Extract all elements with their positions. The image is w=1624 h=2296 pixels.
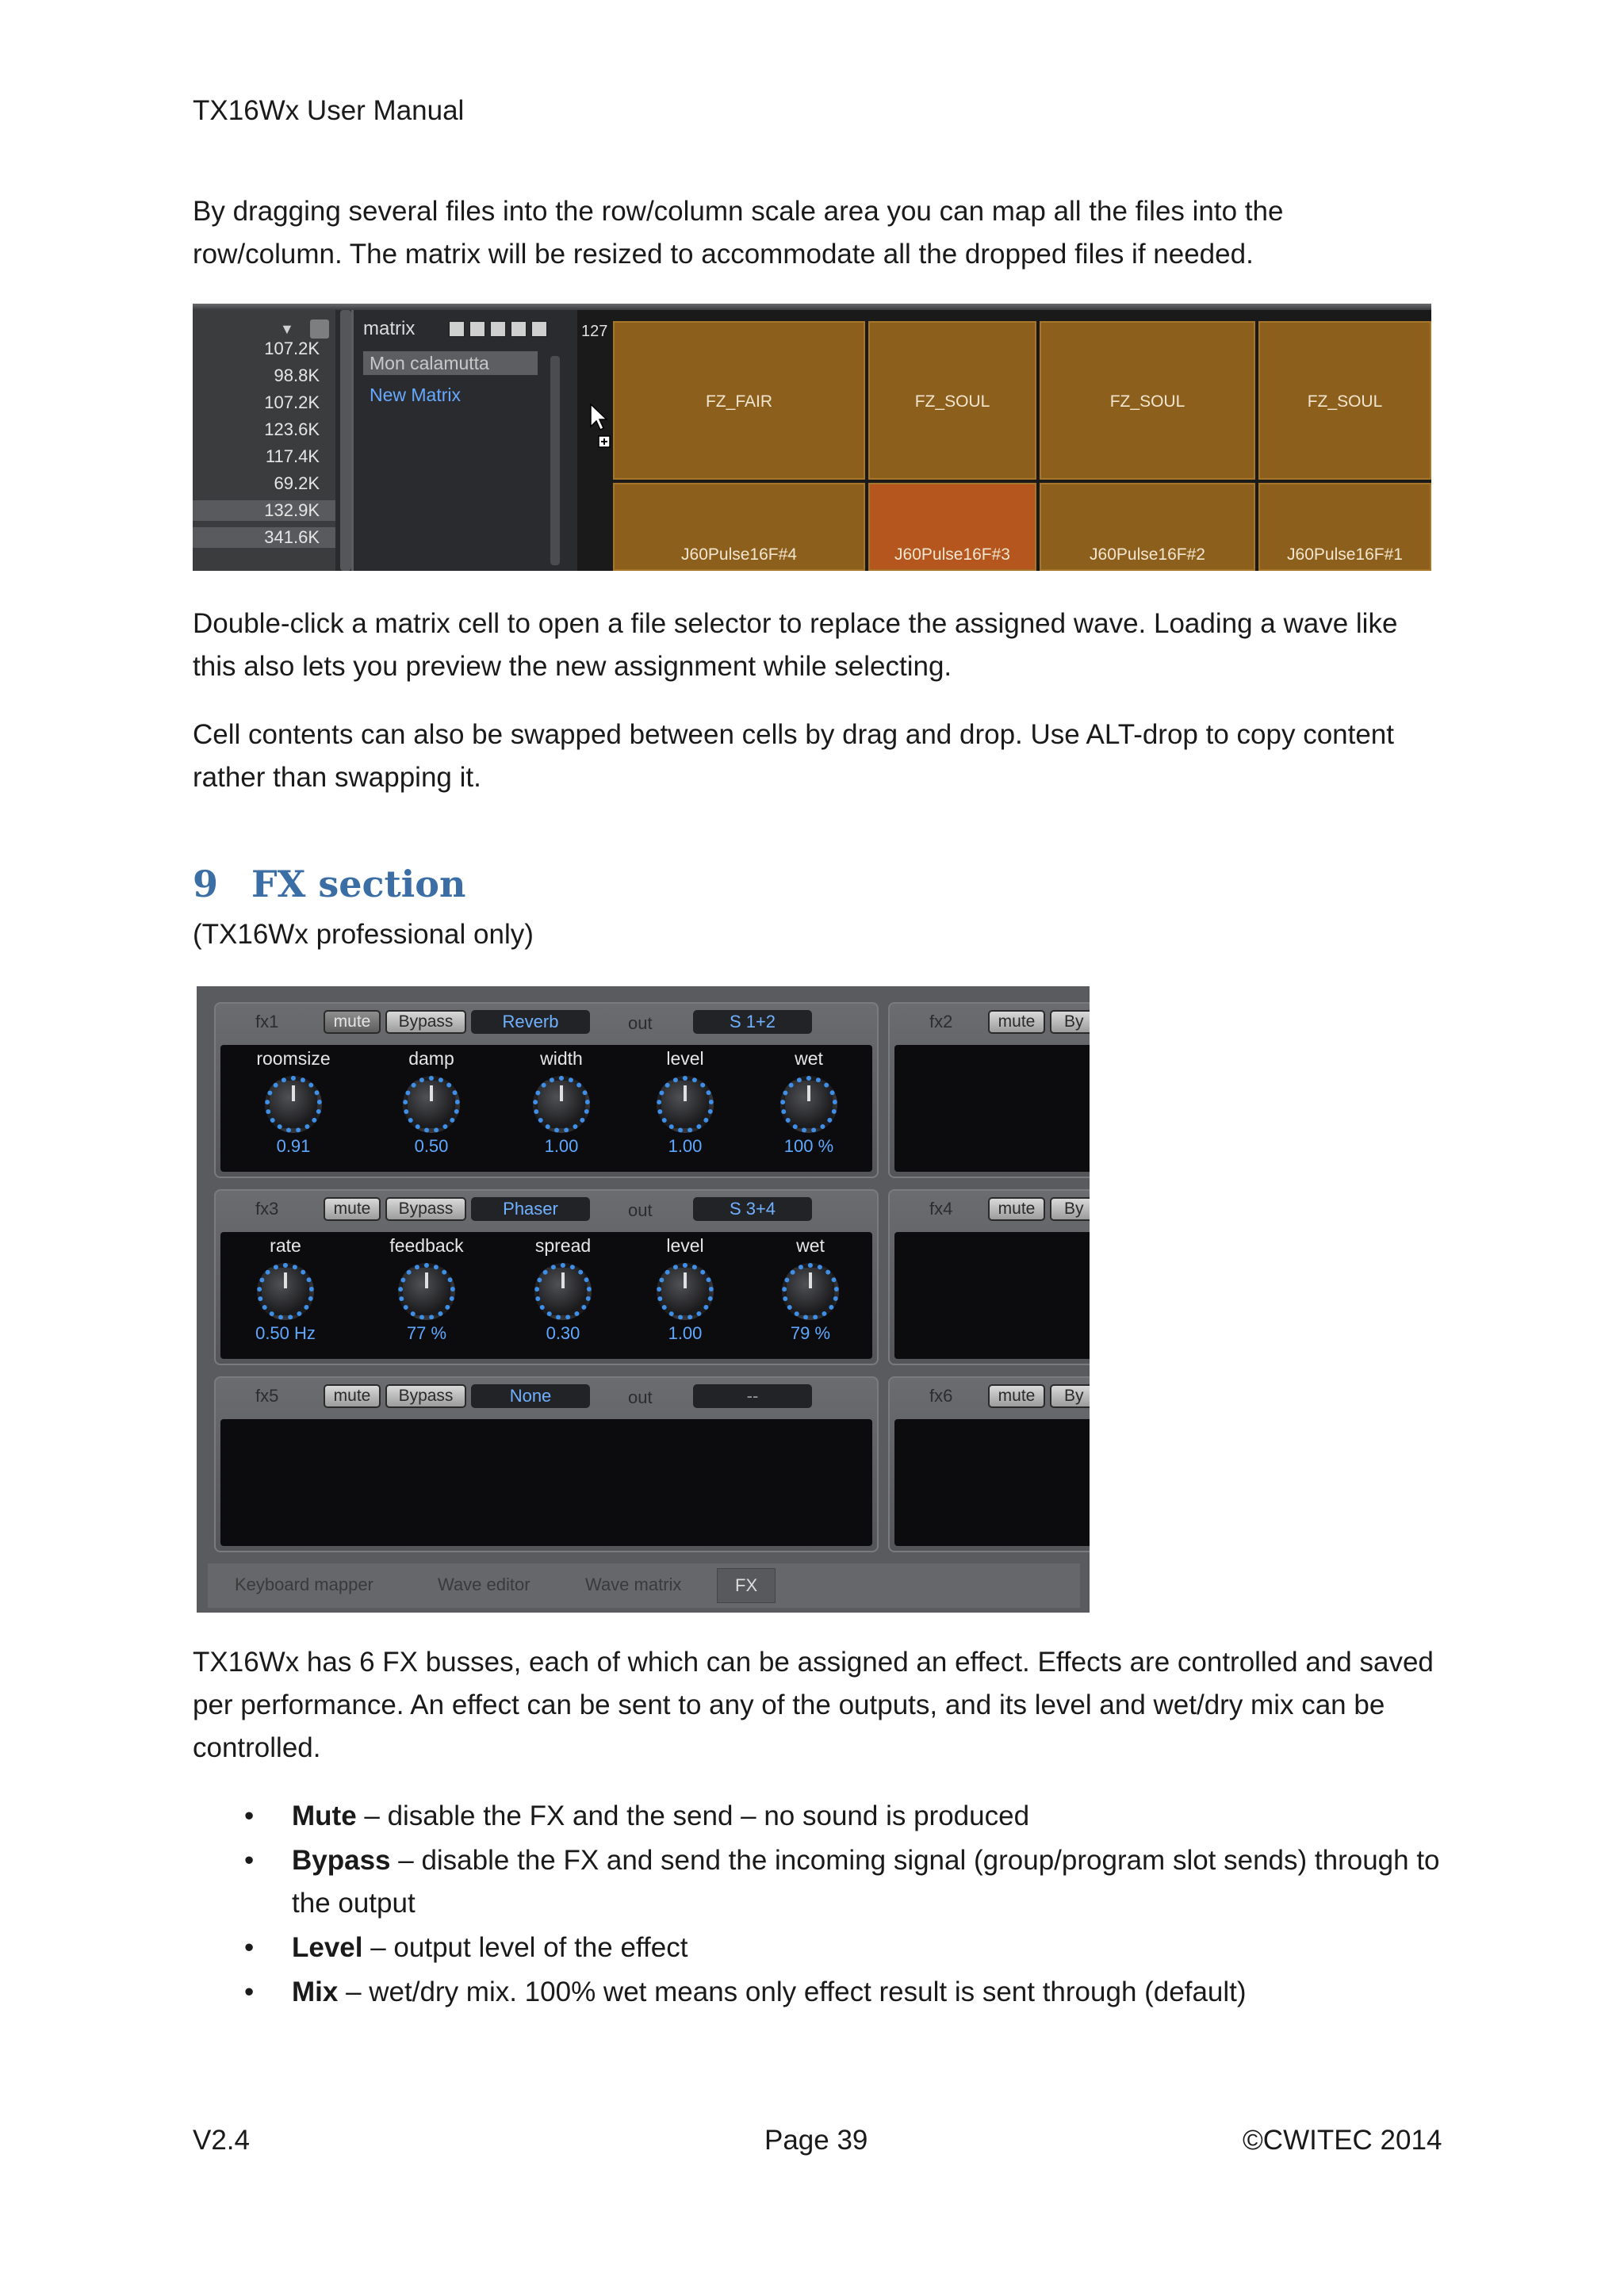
bullet-term: Mute [292,1800,357,1831]
bullet-icon: • [244,1845,255,1876]
knob-value: 1.00 [544,1136,579,1156]
matrix-panel-title: matrix [363,318,416,339]
scrollbar[interactable] [340,310,351,571]
knob-dial-icon[interactable] [398,1263,455,1320]
bullet-text: – wet/dry mix. 100% wet means only effect result is sent through (default) [338,1976,1247,2007]
fx1-knob-width[interactable] [514,1048,609,1157]
section-subtitle: (TX16Wx professional only) [193,919,534,950]
knob-dial-icon[interactable] [533,1076,590,1133]
list-item [193,1927,1446,1969]
bullet-icon: • [244,1976,255,2007]
list-item: 132.9K [193,500,335,521]
list-item [193,1839,1446,1925]
fx3-effect-select[interactable]: Phaser [471,1197,590,1221]
fx5-effect-select[interactable]: None [471,1384,590,1408]
list-item: 98.8K [274,365,320,385]
knob-value: 100 % [783,1136,834,1156]
matrix-list-panel [351,310,573,571]
fx2-mute-button[interactable]: mute [988,1010,1045,1034]
section-title: FX section [251,863,466,905]
fx4-label: fx4 [929,1199,953,1219]
list-item: 123.6K [264,419,320,439]
dropdown-arrow-icon[interactable]: ▼ [280,321,294,337]
drag-cursor-icon [589,403,613,450]
tab-wave-matrix[interactable]: Wave matrix [585,1575,682,1594]
list-item: 107.2K [264,392,320,412]
save-icon[interactable] [490,321,506,337]
footer-page-number: Page 39 [764,2125,868,2156]
tab-bar [208,1563,1080,1608]
fx1-knob-roomsize[interactable] [246,1048,341,1157]
knob-label: feedback [389,1235,464,1256]
fx4-body [894,1232,1090,1359]
paragraph-drag-files: By dragging several files into the row/column scale area you can map all the files into the row/column. The matrix will be resized to accommodate all the dropped files if needed. [193,196,1284,270]
fx3-knob-feedback[interactable] [379,1235,474,1344]
fx6-label: fx6 [929,1386,953,1406]
fx4-mute-button[interactable]: mute [988,1197,1045,1221]
fx1-out-label: out [628,1013,653,1033]
fx1-panel [214,1002,879,1178]
list-item [193,1795,1446,1838]
fx3-body [220,1232,872,1359]
knob-label: wet [796,1235,825,1256]
fx5-label: fx5 [255,1386,279,1406]
folder-icon[interactable] [469,321,485,337]
bullet-icon: • [244,1932,255,1963]
footer-version: V2.4 [193,2125,250,2156]
matrix-cell[interactable]: J60Pulse16F#1 [1258,483,1431,571]
knob-dial-icon[interactable] [403,1076,460,1133]
list-item [193,1971,1446,2014]
fx5-bypass-button[interactable]: Bypass [385,1384,466,1408]
page-header: TX16Wx User Manual [193,95,465,126]
knob-dial-icon[interactable] [265,1076,322,1133]
bullet-text: – disable the FX and send the incoming signal (group/program slot sends) through to the output [292,1845,1440,1919]
fx2-panel [888,1002,1090,1178]
fx6-body [894,1419,1090,1546]
fx5-out-label: out [628,1387,653,1407]
list-item: 117.4K [265,446,320,466]
fx3-knob-spread[interactable] [515,1235,611,1344]
knob-value: 0.91 [276,1136,311,1156]
knob-label: width [540,1048,583,1069]
knob-label: wet [795,1048,823,1069]
screenshot-top-bar [193,304,1431,310]
bullet-term: Mix [292,1976,339,2007]
knob-dial-icon[interactable] [657,1076,714,1133]
fx5-header [216,1378,877,1414]
matrix-cell[interactable]: J60Pulse16F#3 [868,483,1036,571]
list-item: 69.2K [274,473,320,493]
bullet-text: – output level of the effect [362,1932,688,1963]
fx5-body [220,1419,872,1546]
fx2-bypass-button[interactable]: By [1050,1010,1090,1034]
fx3-knob-level[interactable] [638,1235,733,1344]
fx5-output-select[interactable]: -- [693,1384,812,1408]
bullet-icon: • [244,1800,255,1831]
feature-list [193,1795,1446,2015]
fx2-label: fx2 [929,1012,953,1031]
close-icon[interactable] [511,321,527,337]
knob-label: level [666,1235,704,1256]
fx3-panel [214,1189,879,1365]
matrix-item-mon-calamutta[interactable]: Mon calamutta [363,351,538,375]
fx3-bypass-button[interactable]: Bypass [385,1197,466,1221]
bullet-term: Level [292,1932,363,1963]
tab-fx[interactable]: FX [717,1568,776,1603]
fx1-knob-level[interactable] [638,1048,733,1157]
matrix-cell[interactable]: FZ_SOUL [868,321,1036,480]
fx1-body [220,1045,872,1172]
fx3-knob-wet[interactable] [763,1235,858,1344]
paragraph-fx-busses: TX16Wx has 6 FX busses, each of which can be assigned an effect. Effects are controlled and saved per performance. An effect can be sent to any of the outputs, and its level and wet/dry mix can be controlled. [193,1647,1434,1763]
fx2-body [894,1045,1090,1172]
fx-screenshot [197,986,1090,1613]
fx3-mute-button[interactable]: mute [324,1197,381,1221]
fx6-mute-button[interactable]: mute [988,1384,1045,1408]
fx3-knob-rate[interactable] [238,1235,333,1344]
matrix-cell[interactable]: J60Pulse16F#2 [1040,483,1255,571]
fx4-bypass-button[interactable]: By [1050,1197,1090,1221]
paragraph-double-click: Double-click a matrix cell to open a file selector to replace the assigned wave. Loading a wave like this also lets you preview the new assignment while selecting. [193,608,1398,682]
fx5-panel [214,1376,879,1552]
knob-value: 0.50 [414,1136,449,1156]
knob-dial-icon[interactable] [780,1076,837,1133]
knob-label: rate [270,1235,301,1256]
knob-label: level [666,1048,704,1069]
fx4-panel [888,1189,1090,1365]
knob-value: 1.00 [668,1323,703,1343]
row-scale-label: 127 [581,323,608,340]
fx1-mute-button[interactable]: mute [324,1010,381,1034]
fx1-header [216,1004,877,1040]
fx3-header [216,1191,877,1227]
knob-label: spread [534,1235,592,1256]
wrench-icon[interactable] [449,321,465,337]
scrollbar[interactable] [550,356,560,565]
knob-value: 77 % [406,1323,447,1343]
tab-wave-editor[interactable]: Wave editor [438,1575,530,1594]
fx3-label: fx3 [255,1199,279,1219]
knob-value: 0.50 Hz [255,1323,316,1343]
add-icon[interactable] [531,321,547,337]
fx6-panel [888,1376,1090,1552]
knob-value: 1.00 [668,1136,703,1156]
section-number: 9 [193,863,219,905]
matrix-screenshot [193,304,1431,571]
fx1-output-select[interactable]: S 1+2 [693,1010,812,1034]
fx1-effect-select[interactable]: Reverb [471,1010,590,1034]
bullet-term: Bypass [292,1845,391,1876]
matrix-cell[interactable]: FZ_FAIR [613,321,865,480]
knob-dial-icon[interactable] [257,1263,314,1320]
list-button[interactable] [310,320,329,339]
paragraph-swap-cells: Cell contents can also be swapped between cells by drag and drop. Use ALT-drop to copy content rather than swapping it. [193,719,1394,793]
fx5-mute-button[interactable]: mute [324,1384,381,1408]
list-item: 107.2K [264,339,320,358]
knob-label: damp [408,1048,454,1069]
matrix-item-new-matrix[interactable]: New Matrix [370,385,462,405]
footer-copyright: ©CWITEC 2014 [1243,2125,1442,2156]
matrix-cell[interactable]: J60Pulse16F#4 [613,483,865,571]
fx1-label: fx1 [255,1012,279,1031]
fx3-out-label: out [628,1200,653,1220]
fx1-knob-wet[interactable] [761,1048,856,1157]
knob-dial-icon[interactable] [534,1263,592,1320]
knob-dial-icon[interactable] [782,1263,839,1320]
file-size-column [193,310,335,571]
matrix-cell[interactable]: FZ_SOUL [1258,321,1431,480]
knob-dial-icon[interactable] [657,1263,714,1320]
knob-label: roomsize [256,1048,331,1069]
knob-value: 0.30 [546,1323,580,1343]
bullet-text: – disable the FX and the send – no sound is produced [356,1800,1030,1831]
fx6-bypass-button[interactable]: By [1050,1384,1090,1408]
matrix-cell[interactable]: FZ_SOUL [1040,321,1255,480]
fx1-bypass-button[interactable]: Bypass [385,1010,466,1034]
section-heading [193,863,465,905]
fx3-output-select[interactable]: S 3+4 [693,1197,812,1221]
fx1-knob-damp[interactable] [384,1048,479,1157]
list-item: 341.6K [193,527,335,548]
tab-keyboard-mapper[interactable]: Keyboard mapper [235,1575,373,1594]
knob-value: 79 % [790,1323,831,1343]
